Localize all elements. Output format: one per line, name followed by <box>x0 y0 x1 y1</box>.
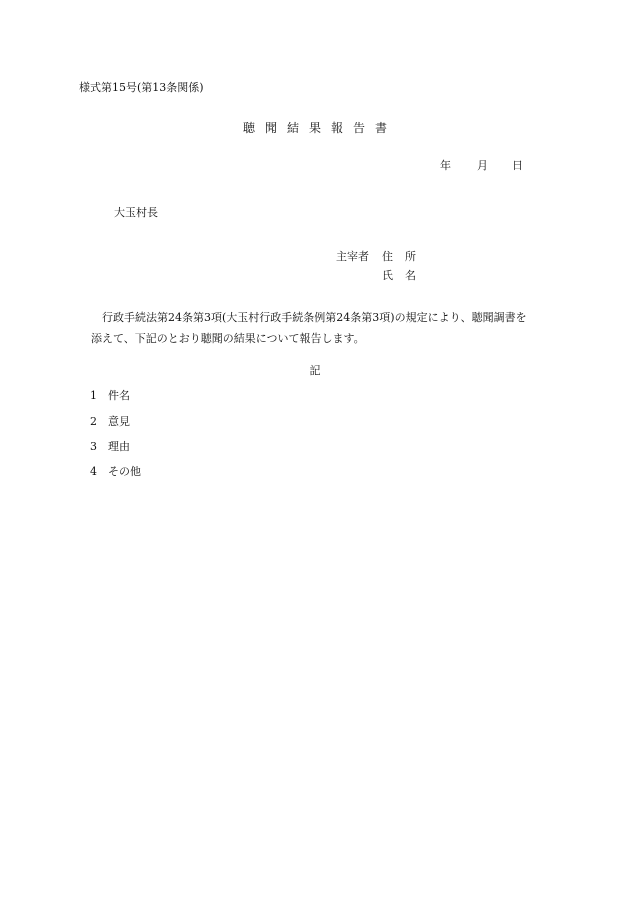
list-item <box>90 441 130 452</box>
title-char: 聴 <box>242 121 255 135</box>
date-year-label: 年 <box>440 159 451 172</box>
date-month-label: 月 <box>477 159 488 172</box>
ki-heading: 記 <box>309 364 321 377</box>
title-char: 書 <box>375 121 388 135</box>
body-paragraph <box>91 307 561 349</box>
item-number: 4 <box>90 465 97 478</box>
item-number: 2 <box>90 415 97 428</box>
item-number: 1 <box>90 389 97 402</box>
body-line: 添えて、下記のとおり聴聞の結果について報告します。 <box>91 332 365 345</box>
title-char: 果 <box>308 121 321 135</box>
list-item <box>90 466 141 477</box>
list-item <box>90 390 130 401</box>
item-label: 意見 <box>108 415 130 428</box>
list-item <box>90 416 130 427</box>
form-number: 様式第15号(第13条関係) <box>79 81 204 94</box>
date-day-label: 日 <box>512 159 523 172</box>
title-char: 報 <box>331 121 344 135</box>
item-label: 理由 <box>108 440 130 453</box>
addressee: 大玉村長 <box>114 206 158 219</box>
document-title <box>0 122 630 134</box>
address-label: 住所 <box>382 250 428 263</box>
title-char: 告 <box>353 121 366 135</box>
body-line: 行政手続法第24条第3項(大玉村行政手続条例第24条第3項)の規定により、聴聞調書を <box>102 311 527 324</box>
name-label: 氏名 <box>382 269 428 282</box>
title-char: 結 <box>286 121 299 135</box>
organizer-label: 主宰者 <box>336 250 369 263</box>
title-char: 聞 <box>264 121 277 135</box>
item-label: 件名 <box>108 389 130 402</box>
item-number: 3 <box>90 440 97 453</box>
item-label: その他 <box>108 465 141 478</box>
